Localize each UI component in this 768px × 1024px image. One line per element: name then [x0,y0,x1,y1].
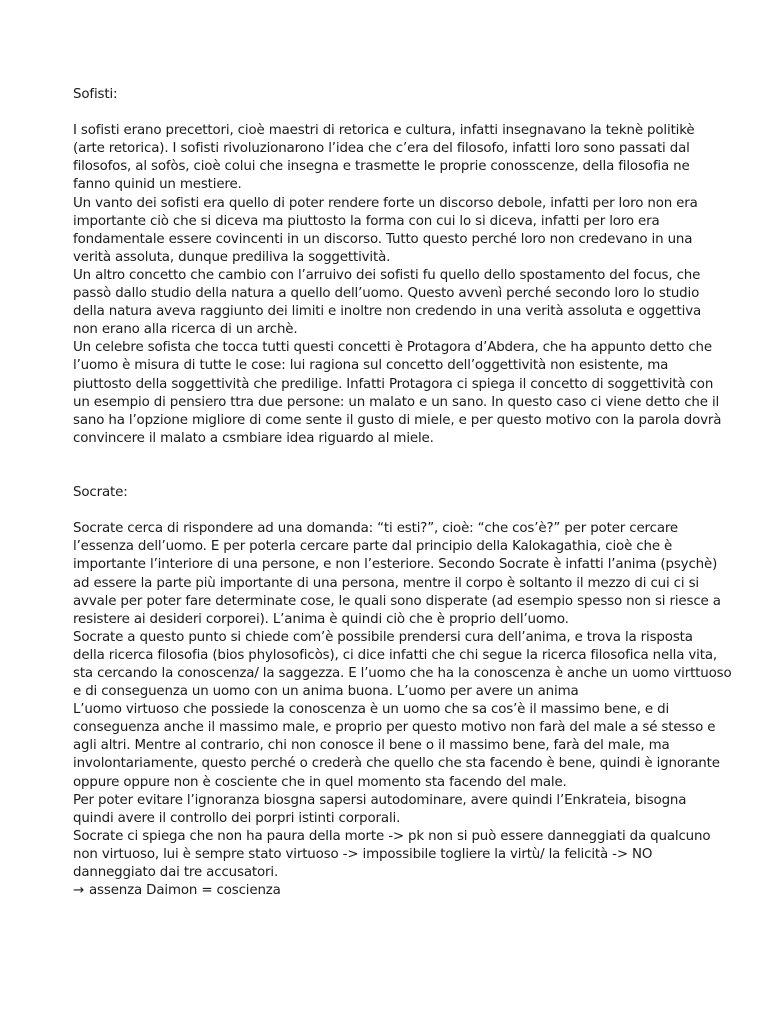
text-line: non erano alla ricerca di un archè. [73,322,298,338]
text-line: ad essere la parte più importante di una persona, mentre il corpo è soltanto il mezzo di cui ci si [73,575,699,591]
section-heading-sofisti: Sofisti: [73,87,118,102]
section-body-sofisti [73,122,722,448]
text-line: fondamentale essere covincenti in un discorso. Tutto questo perché loro non credevano in una [73,231,693,247]
text-line: agli altri. Mentre al contrario, chi non conosce il bene o il massimo bene, farà del male, ma [73,738,670,754]
text-line: Socrate cerca di rispondere ad una domanda: “ti esti?”, cioè: “che cos’è?” per poter cercare [73,521,679,537]
text-line: L’uomo virtuoso che possiede la conoscenza è un uomo che sa cos’è il massimo bene, e di [73,702,670,718]
text-line: un esempio di pensiero ttra due persone: un malato e un sano. In questo caso ci viene detto che il [73,394,720,410]
text-line: della ricerca filosofia (bios phylosoficòs), ci dice infatti che chi segue la ricerca filosofica nella vita, [73,647,717,663]
blank-line [73,502,703,520]
text-line: Un celebre sofista che tocca tutti questi concetti è Protagora d’Abdera, che ha appunto detto che [73,340,712,356]
text-line: filosofos, al sofòs, cioè colui che insegna e trasmette le proprie conosscenze, della filosofia ne [73,159,690,175]
text-line: (arte retorica). I sofisti rivoluzionarono l’idea che c’era del filosofo, infatti loro sono passati dal [73,141,690,157]
text-line: I sofisti erano precettori, cioè maestri di retorica e cultura, infatti insegnavano la teknè politikè [73,123,695,139]
final-line-text: assenza Daimon = coscienza [89,883,281,899]
text-line: oppure oppure non è cosciente che in quel momento sta facendo del male. [73,774,567,790]
text-line: verità assoluta, dunque prediliva la soggettività. [73,249,391,265]
text-line: Un altro concetto che cambio con l’arruivo dei sofisti fu quello dello spostamento del focus, che [73,267,701,283]
text-line: Socrate ci spiega che non ha paura della morte -> pk non si può essere danneggiati da qualcuno [73,828,711,844]
text-line: involontariamente, questo perché o crederà che quello che sta facendo è bene, quindi è ignorante [73,756,720,772]
text-line: Per poter evitare l’ignoranza biosgna sapersi autodominare, avere quindi l’Enkrateia, bisogna [73,792,687,808]
document-body [73,86,732,900]
section-body-socrate [73,520,732,882]
text-line: importante l’interiore di una persone, e non l’esteriore. Secondo Socrate è infatti l’anima (psychè) [73,557,718,573]
blank-line [73,104,703,122]
text-line: Socrate a questo punto si chiede com’è possibile prendersi cura dell’anima, e trova la risposta [73,629,693,645]
text-line: sta cercando la conoscenza/ la saggezza. E l’uomo che ha la conoscenza è anche un uomo virttuoso [73,666,732,681]
text-line: Un vanto dei sofisti era quello di poter rendere forte un discorso debole, infatti per loro non era [73,195,698,211]
blank-line [73,466,703,484]
text-line: l’essenza dell’uomo. E per poterla cercare parte dal principio della Kalokagathia, cioè che è [73,539,673,555]
text-line: della natura aveva raggiunto dei limiti e inoltre non credendo in una verità assoluta e oggettiva [73,304,702,320]
text-line: avvale per poter fare determinate cose, le quali sono disperate (ad esempio spesso non si riesce a [73,593,721,609]
blank-line [73,448,703,466]
text-line: sano ha l’opzione migliore di come sente il gusto di miele, e per questo motivo con la parola dovrà [73,412,722,428]
text-line: fanno quinid un mestiere. [73,177,242,193]
section-heading-socrate: Socrate: [73,485,128,501]
text-line: conseguenza anche il massimo male, e proprio per questo motivo non farà del male a sé stesso e [73,720,716,736]
text-line: convincere il malato a csmbiare idea riguardo al miele. [73,430,434,446]
text-line: non virtuoso, lui è sempre stato virtuoso -> impossibile togliere la virtù/ la felicità -> NO [73,846,653,862]
text-line: l’uomo è misura di tutte le cose: lui ragiona sul concetto dell’oggettività non esistente, ma [73,358,669,374]
text-line: resistere ai desideri corporei). L’anima è quindi ciò che è proprio dell’uomo. [73,611,569,627]
text-line: quindi avere il controllo dei porpri istinti corporali. [73,810,401,826]
text-line: passò dallo studio della natura a quello dell’uomo. Questo avvenì perché secondo loro lo studio [73,286,700,302]
text-line: danneggiato dai tre accusatori. [73,865,279,881]
final-line [73,882,703,900]
text-line: piuttosto della soggettività che predilige. Infatti Protagora ci spiega il concetto di soggettività con [73,376,714,392]
text-line: importante ciò che si diceva ma piuttosto la forma con cui lo si diceva, infatti per loro era [73,213,660,229]
arrow-right-icon: → [73,883,85,899]
text-line: e di conseguenza un uomo con un anima buona. L’uomo per avere un anima [73,684,579,700]
